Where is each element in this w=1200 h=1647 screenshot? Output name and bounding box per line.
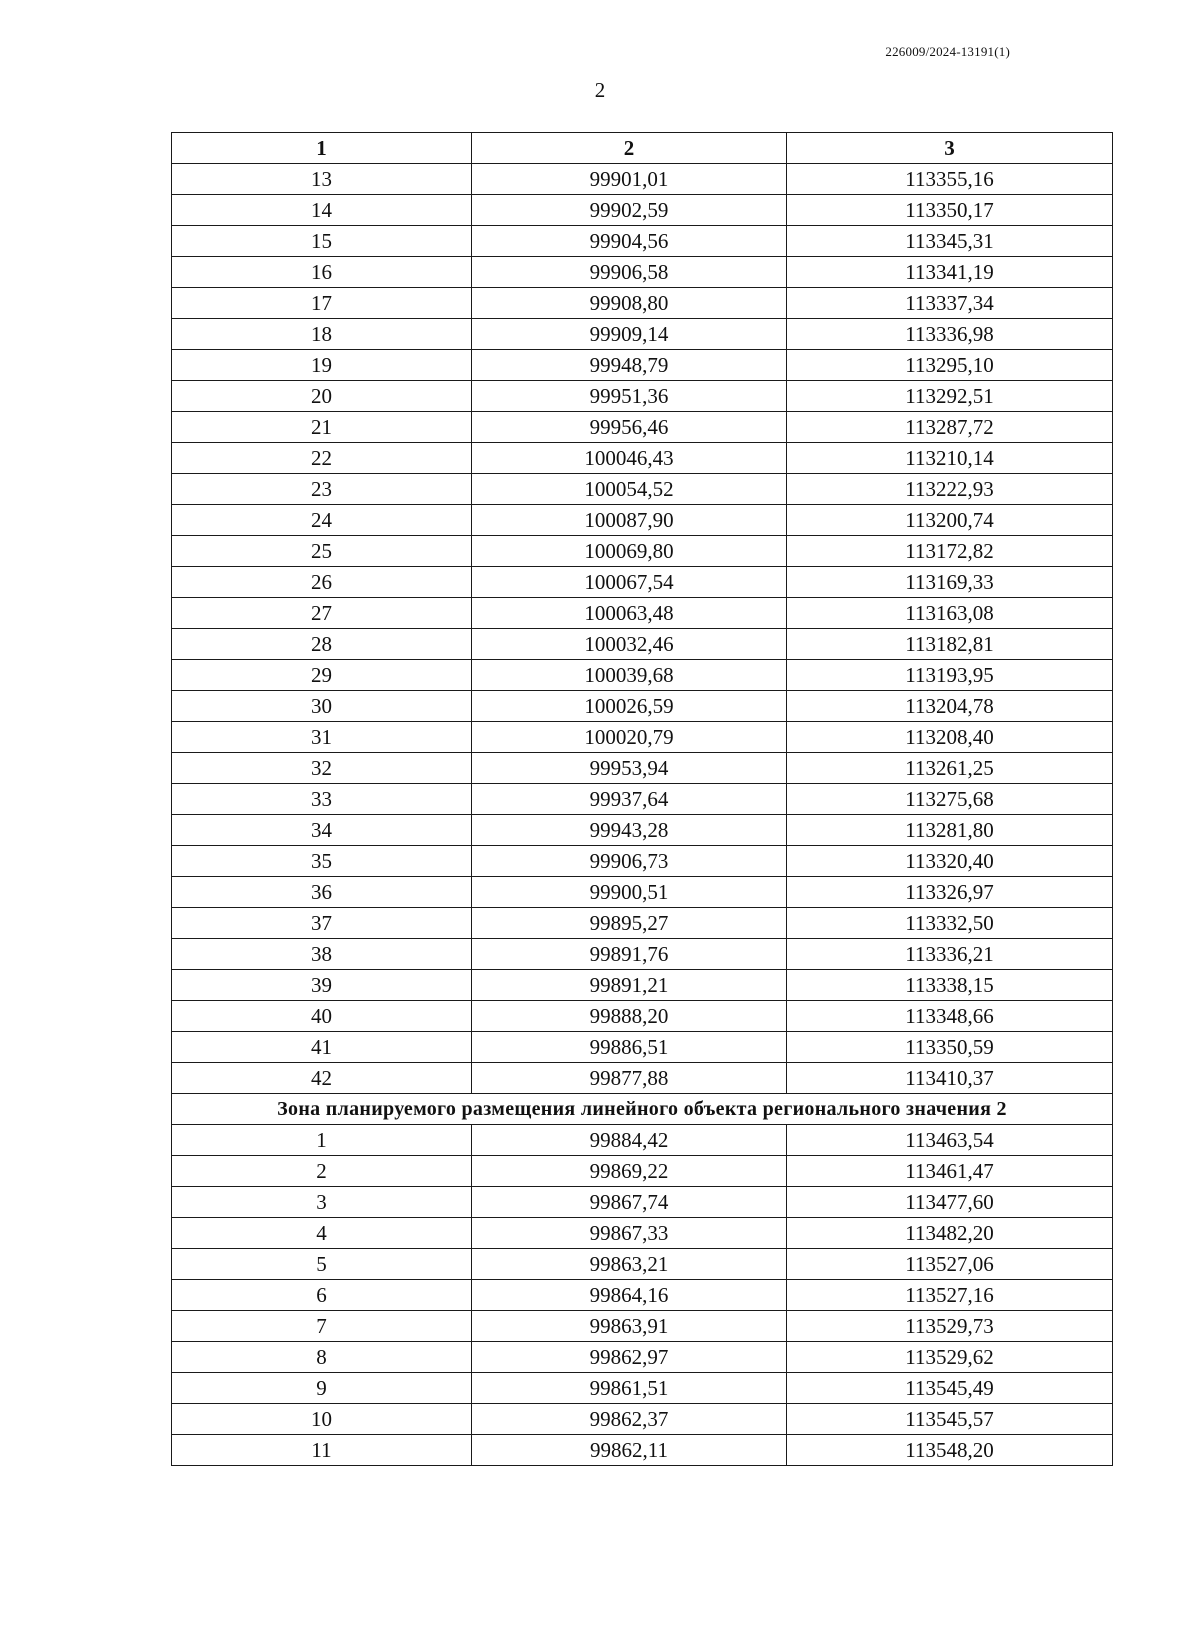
table-row: [172, 629, 1113, 660]
point-number-cell: 40: [172, 1001, 472, 1032]
coord-y-cell: 113320,40: [787, 846, 1113, 877]
point-number-cell: 27: [172, 598, 472, 629]
point-number-cell: 26: [172, 567, 472, 598]
coord-y-cell: 113336,21: [787, 939, 1113, 970]
coord-y-cell: 113163,08: [787, 598, 1113, 629]
coord-y-cell: 113169,33: [787, 567, 1113, 598]
coord-y-cell: 113281,80: [787, 815, 1113, 846]
table-row: [172, 939, 1113, 970]
point-number-cell: 22: [172, 443, 472, 474]
coord-y-cell: 113200,74: [787, 505, 1113, 536]
coord-x-cell: 99943,28: [472, 815, 787, 846]
table-row: [172, 1280, 1113, 1311]
table-row: [172, 815, 1113, 846]
coord-y-cell: 113410,37: [787, 1063, 1113, 1094]
coord-y-cell: 113182,81: [787, 629, 1113, 660]
point-number-cell: 31: [172, 722, 472, 753]
point-number-cell: 29: [172, 660, 472, 691]
table-body-zone-2: [172, 1125, 1113, 1466]
point-number-cell: 1: [172, 1125, 472, 1156]
table-row: [172, 1125, 1113, 1156]
table-header: [172, 133, 1113, 164]
coord-y-cell: 113208,40: [787, 722, 1113, 753]
table-row: [172, 257, 1113, 288]
point-number-cell: 10: [172, 1404, 472, 1435]
coord-x-cell: 100032,46: [472, 629, 787, 660]
point-number-cell: 7: [172, 1311, 472, 1342]
coord-y-cell: 113204,78: [787, 691, 1113, 722]
table-row: [172, 1435, 1113, 1466]
table-row: [172, 1373, 1113, 1404]
point-number-cell: 21: [172, 412, 472, 443]
coord-x-cell: 99891,76: [472, 939, 787, 970]
table-row: [172, 784, 1113, 815]
coord-y-cell: 113341,19: [787, 257, 1113, 288]
table-row: [172, 536, 1113, 567]
coord-y-cell: 113261,25: [787, 753, 1113, 784]
table-row: [172, 691, 1113, 722]
coord-x-cell: 99902,59: [472, 195, 787, 226]
table-row: [172, 288, 1113, 319]
point-number-cell: 36: [172, 877, 472, 908]
table-row: [172, 412, 1113, 443]
point-number-cell: 15: [172, 226, 472, 257]
coord-x-cell: 99862,37: [472, 1404, 787, 1435]
table-row: [172, 1156, 1113, 1187]
coord-y-cell: 113292,51: [787, 381, 1113, 412]
coord-x-cell: 99956,46: [472, 412, 787, 443]
coord-x-cell: 99862,11: [472, 1435, 787, 1466]
coord-y-cell: 113332,50: [787, 908, 1113, 939]
table-row: [172, 567, 1113, 598]
coord-x-cell: 100046,43: [472, 443, 787, 474]
coord-x-cell: 99906,58: [472, 257, 787, 288]
point-number-cell: 3: [172, 1187, 472, 1218]
coord-y-cell: 113345,31: [787, 226, 1113, 257]
point-number-cell: 5: [172, 1249, 472, 1280]
table-row: [172, 660, 1113, 691]
coord-y-cell: 113529,73: [787, 1311, 1113, 1342]
point-number-cell: 18: [172, 319, 472, 350]
coord-x-cell: 99869,22: [472, 1156, 787, 1187]
coord-x-cell: 99888,20: [472, 1001, 787, 1032]
table-row: [172, 753, 1113, 784]
point-number-cell: 11: [172, 1435, 472, 1466]
coord-y-cell: 113193,95: [787, 660, 1113, 691]
coord-y-cell: 113348,66: [787, 1001, 1113, 1032]
coord-y-cell: 113355,16: [787, 164, 1113, 195]
point-number-cell: 9: [172, 1373, 472, 1404]
table-row: [172, 505, 1113, 536]
table-row: [172, 908, 1113, 939]
point-number-cell: 17: [172, 288, 472, 319]
point-number-cell: 6: [172, 1280, 472, 1311]
point-number-cell: 41: [172, 1032, 472, 1063]
header-col-1: 1: [172, 133, 472, 164]
coord-y-cell: 113545,49: [787, 1373, 1113, 1404]
coord-x-cell: 99863,21: [472, 1249, 787, 1280]
coord-x-cell: 100054,52: [472, 474, 787, 505]
coord-x-cell: 100020,79: [472, 722, 787, 753]
point-number-cell: 23: [172, 474, 472, 505]
coord-y-cell: 113222,93: [787, 474, 1113, 505]
coord-x-cell: 99908,80: [472, 288, 787, 319]
table-row: [172, 474, 1113, 505]
point-number-cell: 42: [172, 1063, 472, 1094]
coord-x-cell: 99948,79: [472, 350, 787, 381]
section-title-row: [172, 1094, 1113, 1125]
table-row: [172, 1404, 1113, 1435]
header-row: [172, 133, 1113, 164]
coord-x-cell: 99953,94: [472, 753, 787, 784]
coord-y-cell: 113338,15: [787, 970, 1113, 1001]
table-row: [172, 164, 1113, 195]
table-row: [172, 1342, 1113, 1373]
coord-x-cell: 100067,54: [472, 567, 787, 598]
point-number-cell: 19: [172, 350, 472, 381]
coord-x-cell: 99877,88: [472, 1063, 787, 1094]
coord-x-cell: 99864,16: [472, 1280, 787, 1311]
coordinates-table: [171, 132, 1113, 1466]
coord-y-cell: 113463,54: [787, 1125, 1113, 1156]
section-header: [172, 1094, 1113, 1125]
table-row: [172, 1001, 1113, 1032]
table-row: [172, 1187, 1113, 1218]
coord-x-cell: 99886,51: [472, 1032, 787, 1063]
point-number-cell: 35: [172, 846, 472, 877]
point-number-cell: 8: [172, 1342, 472, 1373]
coord-y-cell: 113210,14: [787, 443, 1113, 474]
coord-y-cell: 113287,72: [787, 412, 1113, 443]
coord-x-cell: 100026,59: [472, 691, 787, 722]
coord-x-cell: 100087,90: [472, 505, 787, 536]
point-number-cell: 37: [172, 908, 472, 939]
coord-y-cell: 113326,97: [787, 877, 1113, 908]
point-number-cell: 30: [172, 691, 472, 722]
table-row: [172, 1311, 1113, 1342]
coord-x-cell: 100063,48: [472, 598, 787, 629]
point-number-cell: 16: [172, 257, 472, 288]
point-number-cell: 28: [172, 629, 472, 660]
coord-x-cell: 99951,36: [472, 381, 787, 412]
coord-x-cell: 100039,68: [472, 660, 787, 691]
coord-y-cell: 113529,62: [787, 1342, 1113, 1373]
coord-y-cell: 113350,59: [787, 1032, 1113, 1063]
coord-x-cell: 100069,80: [472, 536, 787, 567]
header-col-2: 2: [472, 133, 787, 164]
coord-x-cell: 99901,01: [472, 164, 787, 195]
section-title: Зона планируемого размещения линейного объекта регионального значения 2: [172, 1094, 1113, 1125]
coord-x-cell: 99891,21: [472, 970, 787, 1001]
coord-x-cell: 99862,97: [472, 1342, 787, 1373]
coord-y-cell: 113545,57: [787, 1404, 1113, 1435]
table-row: [172, 381, 1113, 412]
page-number: 2: [594, 78, 606, 102]
table-row: [172, 877, 1113, 908]
table-row: [172, 1032, 1113, 1063]
coord-x-cell: 99904,56: [472, 226, 787, 257]
header-col-3: 3: [787, 133, 1113, 164]
coord-x-cell: 99906,73: [472, 846, 787, 877]
point-number-cell: 13: [172, 164, 472, 195]
coord-y-cell: 113461,47: [787, 1156, 1113, 1187]
coord-x-cell: 99909,14: [472, 319, 787, 350]
table-row: [172, 722, 1113, 753]
point-number-cell: 2: [172, 1156, 472, 1187]
table-row: [172, 195, 1113, 226]
table-row: [172, 970, 1113, 1001]
coord-y-cell: 113172,82: [787, 536, 1113, 567]
coord-x-cell: 99937,64: [472, 784, 787, 815]
coord-y-cell: 113295,10: [787, 350, 1113, 381]
point-number-cell: 4: [172, 1218, 472, 1249]
table-row: [172, 350, 1113, 381]
coord-y-cell: 113482,20: [787, 1218, 1113, 1249]
table-row: [172, 226, 1113, 257]
coord-y-cell: 113336,98: [787, 319, 1113, 350]
coord-x-cell: 99895,27: [472, 908, 787, 939]
point-number-cell: 25: [172, 536, 472, 567]
coord-y-cell: 113275,68: [787, 784, 1113, 815]
document-number: 226009/2024-13191(1): [885, 44, 1010, 59]
point-number-cell: 24: [172, 505, 472, 536]
point-number-cell: 20: [172, 381, 472, 412]
point-number-cell: 32: [172, 753, 472, 784]
coord-x-cell: 99900,51: [472, 877, 787, 908]
coord-y-cell: 113548,20: [787, 1435, 1113, 1466]
coord-x-cell: 99867,33: [472, 1218, 787, 1249]
table-row: [172, 1063, 1113, 1094]
table-row: [172, 598, 1113, 629]
coord-x-cell: 99863,91: [472, 1311, 787, 1342]
coord-y-cell: 113527,16: [787, 1280, 1113, 1311]
point-number-cell: 14: [172, 195, 472, 226]
table-row: [172, 443, 1113, 474]
coord-y-cell: 113337,34: [787, 288, 1113, 319]
table-row: [172, 1218, 1113, 1249]
point-number-cell: 38: [172, 939, 472, 970]
point-number-cell: 39: [172, 970, 472, 1001]
table-row: [172, 1249, 1113, 1280]
point-number-cell: 33: [172, 784, 472, 815]
table-row: [172, 846, 1113, 877]
coord-y-cell: 113477,60: [787, 1187, 1113, 1218]
coord-x-cell: 99884,42: [472, 1125, 787, 1156]
table-body-zone-1: [172, 164, 1113, 1094]
coord-x-cell: 99867,74: [472, 1187, 787, 1218]
coord-x-cell: 99861,51: [472, 1373, 787, 1404]
coord-y-cell: 113350,17: [787, 195, 1113, 226]
table-row: [172, 319, 1113, 350]
coord-y-cell: 113527,06: [787, 1249, 1113, 1280]
point-number-cell: 34: [172, 815, 472, 846]
